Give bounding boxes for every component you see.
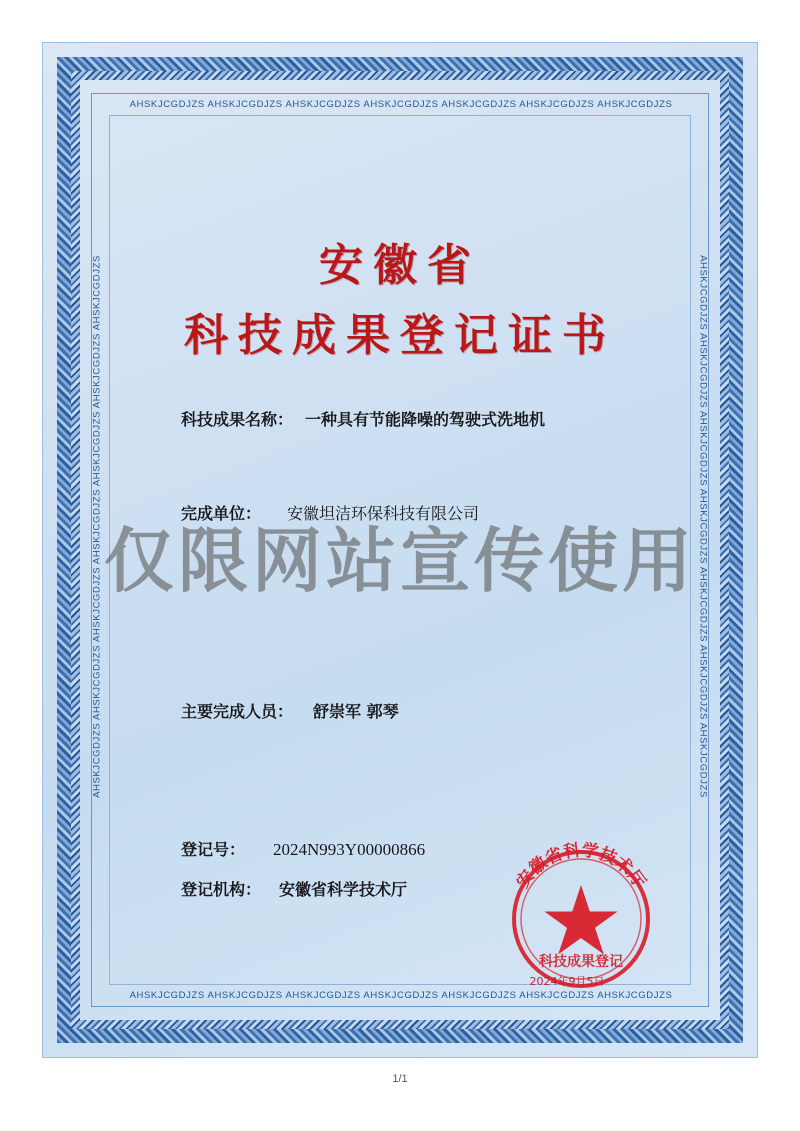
svg-text:安徽省科学技术厅: 安徽省科学技术厅 <box>512 840 650 892</box>
border-microtext-bottom: AHSKJCGDJZS AHSKJCGDJZS AHSKJCGDJZS AHSKJCGDJZS AHSKJCGDJZS AHSKJCGDJZS AHSKJCGDJZS <box>129 990 673 1001</box>
border-microtext-right: AHSKJCGDJZS AHSKJCGDJZS AHSKJCGDJZS AHSKJCGDJZS AHSKJCGDJZS AHSKJCGDJZS AHSKJCGDJZS <box>697 255 709 798</box>
certificate-content <box>113 119 687 988</box>
watermark-text: 仅限网站宣传使用 <box>104 520 696 602</box>
field-achievement-name-value: 一种具有节能降噪的驾驶式洗地机 <box>305 410 546 429</box>
field-registration-number-value: 2024N993Y00000866 <box>273 840 426 859</box>
field-completion-unit-label: 完成单位： <box>181 504 262 523</box>
border-microtext-left: AHSKJCGDJZS AHSKJCGDJZS AHSKJCGDJZS AHSKJCGDJZS AHSKJCGDJZS AHSKJCGDJZS AHSKJCGDJZS <box>91 255 103 798</box>
certificate-title-line-2: 科技成果登记证书 <box>184 310 616 361</box>
field-registration-organization-value: 安徽省科学技术厅 <box>279 880 408 899</box>
field-registration-organization-label: 登记机构： <box>181 880 262 899</box>
svg-text:2024年9月5日: 2024年9月5日 <box>529 975 605 988</box>
field-completion-unit-value: 安徽坦洁环保科技有限公司 <box>287 504 480 523</box>
certificate-title-line-1: 安徽省 <box>319 240 481 291</box>
field-main-personnel <box>181 699 667 722</box>
official-seal <box>497 835 665 1003</box>
field-achievement-name <box>181 407 667 430</box>
page-number: 1/1 <box>392 1073 408 1085</box>
field-main-personnel-label: 主要完成人员： <box>181 702 294 721</box>
certificate-card <box>42 42 758 1058</box>
field-main-personnel-value: 舒崇军 郭琴 <box>313 702 399 721</box>
field-achievement-name-label: 科技成果名称： <box>181 410 294 429</box>
field-registration-number-label: 登记号： <box>181 840 246 859</box>
border-microtext-top: AHSKJCGDJZS AHSKJCGDJZS AHSKJCGDJZS AHSKJCGDJZS AHSKJCGDJZS AHSKJCGDJZS AHSKJCGDJZS <box>129 99 673 110</box>
svg-text:科技成果登记: 科技成果登记 <box>539 954 623 970</box>
field-completion-unit <box>181 501 667 524</box>
